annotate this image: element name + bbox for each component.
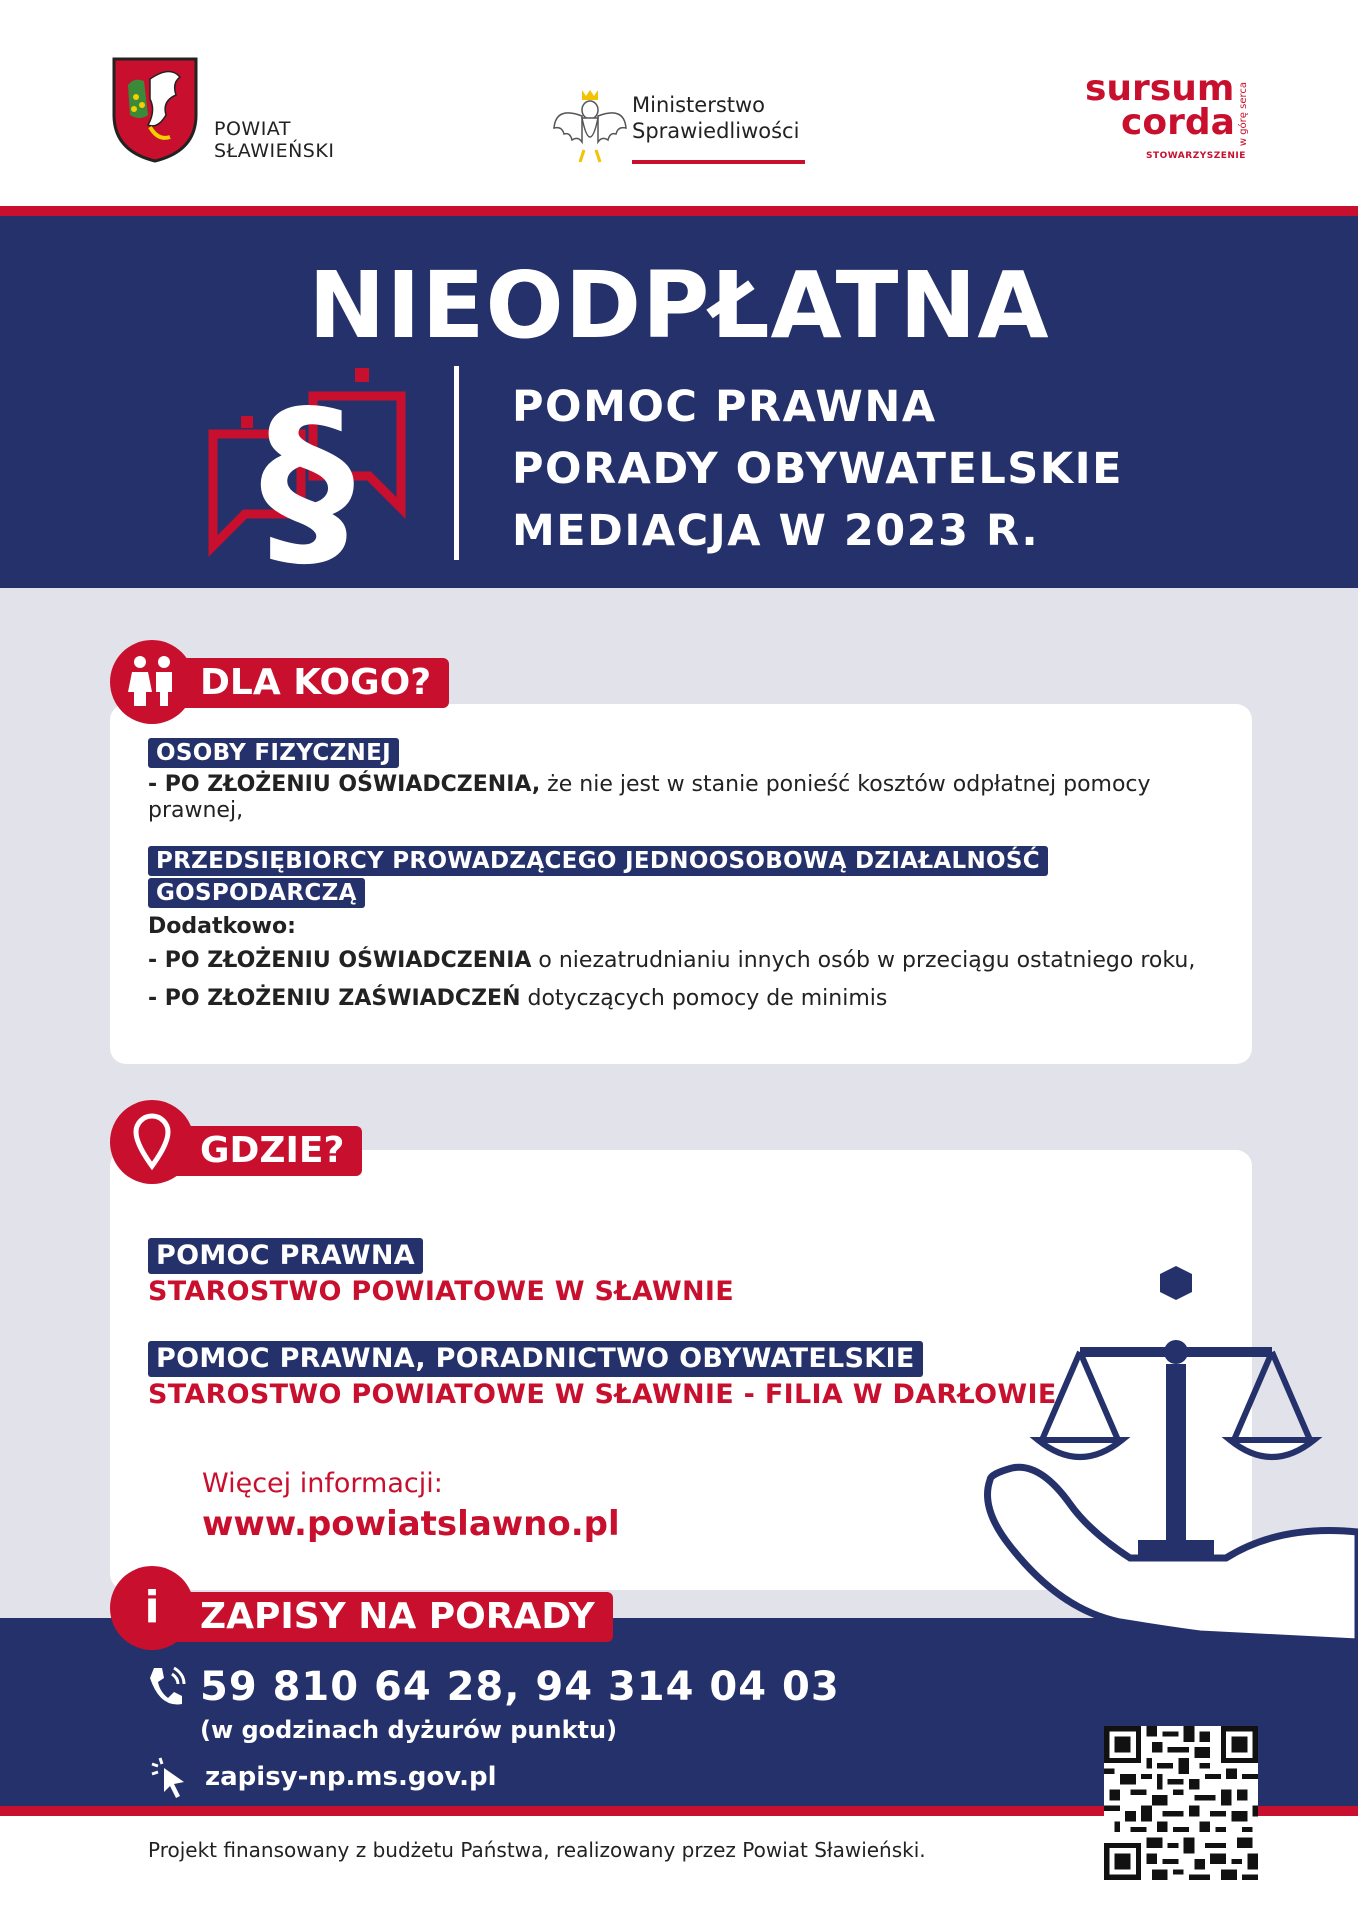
ministry-underline (632, 160, 805, 164)
sursum-word: sursum (1085, 68, 1235, 109)
tag-entrepreneur-line1: PRZEDSIĘBIORCY PROWADZĄCEGO JEDNOOSOBOWĄ DZIAŁALNOŚĆ (148, 846, 1048, 876)
phone-icon (146, 1664, 188, 1710)
place-darlowo: STAROSTWO POWIATOWE W SŁAWNIE - FILIA W DARŁOWIE (148, 1379, 1057, 1410)
powiat-coat-of-arms-logo (110, 55, 200, 163)
additionally-label: Dodatkowo: (148, 914, 296, 939)
info-icon: i (110, 1566, 194, 1650)
ministry-line1: Ministerstwo (632, 93, 766, 117)
powiat-name (214, 118, 334, 162)
sursum-vertical-text: w górę serca (1238, 82, 1249, 147)
tag-legal-civic-aid: POMOC PRAWNA, PORADNICTWO OBYWATELSKIE (148, 1341, 923, 1377)
powiat-line2: SŁAWIEŃSKI (214, 140, 335, 162)
paragraph-speech-bubbles-icon (205, 364, 415, 574)
hero-line2: PORADY OBYWATELSKIE (512, 444, 1123, 494)
condition-2 (148, 948, 1195, 974)
hero-services (512, 376, 1123, 562)
condition-3-text: dotyczących pomocy de minimis (520, 986, 888, 1011)
top-red-stripe (0, 206, 1358, 216)
phone-numbers: 59 810 64 28, 94 314 04 03 (200, 1664, 840, 1710)
hero-divider (454, 366, 459, 560)
place-slawno: STAROSTWO POWIATOWE W SŁAWNIE (148, 1276, 734, 1307)
qr-code[interactable] (1104, 1726, 1258, 1880)
tag-legal-aid: POMOC PRAWNA (148, 1238, 423, 1274)
for-whom-content (148, 738, 1195, 1012)
svg-text:§: § (259, 370, 355, 574)
corda-word: corda (1121, 102, 1235, 143)
hero-title: NIEODPŁATNA (308, 252, 1050, 359)
where-content (148, 1238, 1057, 1410)
ministry-name (632, 92, 799, 144)
condition-3-bold: - PO ZŁOŻENIU ZAŚWIADCZEŃ (148, 986, 521, 1011)
location-pin-icon (110, 1100, 194, 1184)
condition-1 (148, 772, 1188, 824)
more-info-label: Więcej informacji: (202, 1468, 443, 1499)
cursor-click-icon (150, 1756, 190, 1798)
condition-3 (148, 986, 1195, 1012)
tag-entrepreneur-group (148, 846, 1195, 908)
signup-heading: ZAPISY NA PORADY (160, 1592, 613, 1642)
footer-funding-note: Projekt finansowany z budżetu Państwa, realizowany przez Powiat Sławieński. (148, 1838, 926, 1862)
sursum-subtitle: STOWARZYSZENIE (1146, 151, 1246, 161)
scales-of-justice-hand-icon (980, 1262, 1358, 1682)
condition-2-bold: - PO ZŁOŻENIU OŚWIADCZENIA (148, 948, 532, 973)
condition-1-bold: - PO ZŁOŻENIU OŚWIADCZENIA, (148, 772, 541, 797)
powiat-line1: POWIAT (214, 118, 291, 140)
online-signup-link[interactable]: zapisy-np.ms.gov.pl (205, 1762, 497, 1792)
ministry-line2: Sprawiedliwości (632, 119, 800, 143)
sursum-corda-logo (1085, 68, 1235, 143)
tag-natural-person: OSOBY FIZYCZNEJ (148, 738, 399, 768)
polish-eagle-emblem-icon (552, 86, 628, 168)
phone-hours-note: (w godzinach dyżurów punktu) (200, 1716, 618, 1744)
tag-entrepreneur-line2: GOSPODARCZĄ (148, 878, 365, 908)
for-whom-badge (110, 640, 194, 724)
condition-1-text: że nie jest w stanie ponieść kosztów odpłatnej pomocy prawnej, (148, 772, 1151, 823)
people-icon (110, 640, 194, 724)
hero-line3: MEDIACJA W 2023 R. (512, 506, 1040, 556)
website-link[interactable]: www.powiatslawno.pl (202, 1504, 620, 1544)
for-whom-heading: DLA KOGO? (160, 658, 449, 708)
hero-line1: POMOC PRAWNA (512, 382, 937, 432)
where-badge (110, 1100, 194, 1184)
condition-2-text: o niezatrudnianiu innych osób w przeciągu ostatniego roku, (531, 948, 1196, 973)
where-heading: GDZIE? (160, 1126, 362, 1176)
